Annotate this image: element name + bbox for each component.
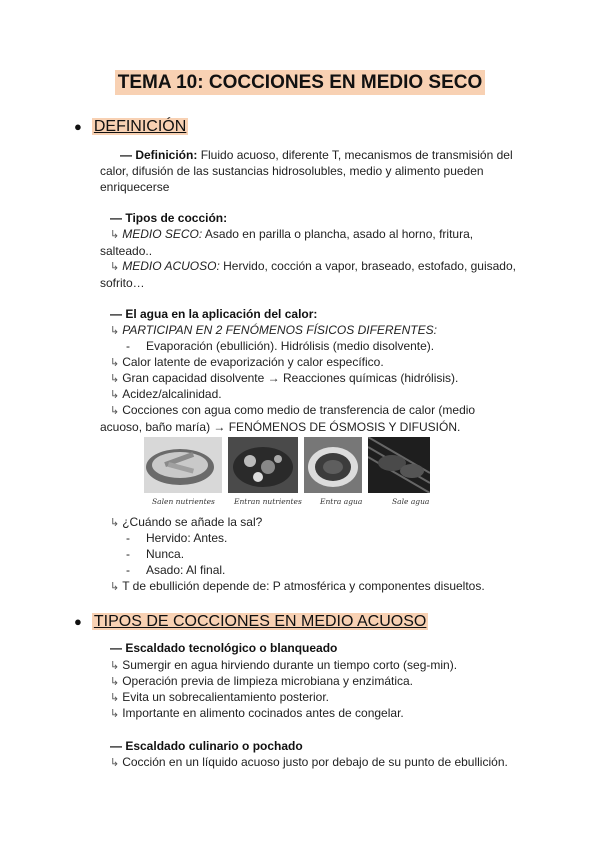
return-arrow-icon: ↳ [110, 517, 120, 529]
agua-label: — El agua en la aplicación del calor: [110, 307, 318, 321]
return-arrow-icon: ↳ [110, 325, 120, 337]
photo-caption: Salen nutrientes [152, 497, 215, 506]
return-arrow-icon: ↳ [110, 660, 120, 672]
escaldado-item: ↳ Operación previa de limpieza microbiana y enzimática. [110, 674, 414, 688]
return-arrow-icon: ↳ [110, 708, 120, 720]
return-arrow-icon: ↳ [110, 229, 120, 241]
return-arrow-icon: ↳ [110, 373, 120, 385]
photo-caption: Entran nutrientes [234, 497, 302, 506]
agua-item: ↳ Calor latente de evaporización y calor específico. [110, 355, 384, 369]
photo-caption: Sale agua [392, 497, 430, 506]
return-arrow-icon: ↳ [110, 757, 120, 769]
tipo-item: ↳ MEDIO ACUOSO: Hervido, cocción a vapor, braseado, estofado, guisado, sofrito… [100, 259, 516, 290]
return-arrow-icon: ↳ [110, 405, 120, 417]
return-arrow-icon: ↳ [110, 261, 120, 273]
sal-answer: - Hervido: Antes. [126, 531, 228, 545]
escaldado-tecnologico-label: — Escaldado tecnológico o blanqueado [110, 641, 338, 655]
agua-item: ↳ Cocciones con agua como medio de transferencia de calor (medio acuoso, baño maría) → FENÓMENOS DE ÓSMOSIS Y DIFUSIÓN. [100, 403, 476, 434]
sal-question: ↳ ¿Cuándo se añade la sal? [110, 515, 263, 529]
photo-boiling-pot [144, 437, 222, 493]
sal-answer: - Asado: Al final. [126, 563, 226, 577]
return-arrow-icon: ↳ [110, 389, 120, 401]
cooking-photos [144, 437, 430, 493]
section-heading-tipos-cocciones: ● TIPOS DE COCCIONES EN MEDIO ACUOSO [74, 613, 427, 630]
photo-caption: Entra agua [320, 497, 363, 506]
escaldado-item: ↳ Cocción en un líquido acuoso justo por debajo de su punto de ebullición. [110, 755, 508, 769]
escaldado-culinario-label: — Escaldado culinario o pochado [110, 739, 303, 753]
page-title: TEMA 10: COCCIONES EN MEDIO SECO [0, 72, 600, 94]
definition-paragraph: — Definición: Fluido acuoso, diferente T, mecanismos de transmisión del calor, difusión de las sustancias hidrosolubles, medio y alimento pueden enriquecerse [100, 148, 513, 194]
tipo-item: ↳ MEDIO SECO: Asado en parilla o plancha, asado al horno, fritura, salteado.. [100, 227, 474, 258]
tipos-label: — Tipos de cocción: [110, 211, 228, 225]
return-arrow-icon: ↳ [110, 357, 120, 369]
return-arrow-icon: ↳ [110, 692, 120, 704]
agua-item: ↳ Acidez/alcalinidad. [110, 387, 222, 401]
return-arrow-icon: ↳ [110, 581, 120, 593]
photo-grill [368, 437, 430, 493]
photo-pot-ingredients [228, 437, 298, 493]
section-heading-definicion: ● DEFINICIÓN [74, 118, 187, 135]
escaldado-item: ↳ Sumergir en agua hirviendo durante un tiempo corto (seg-min). [110, 658, 458, 672]
sal-answer: - Nunca. [126, 547, 185, 561]
return-arrow-icon: ↳ [110, 676, 120, 688]
photo-rice-pan [304, 437, 362, 493]
escaldado-item: ↳ Evita un sobrecalientamiento posterior. [110, 690, 330, 704]
agua-item: ↳ Gran capacidad disolvente → Reacciones químicas (hidrólisis). [110, 371, 459, 385]
escaldado-item: ↳ Importante en alimento cocinados antes de congelar. [110, 706, 404, 720]
agua-item: ↳ PARTICIPAN EN 2 FENÓMENOS FÍSICOS DIFERENTES: [110, 323, 437, 337]
agua-subitem: - Evaporación (ebullición). Hidrólisis (medio disolvente). [126, 339, 435, 353]
ebullicion-item: ↳ T de ebullición depende de: P atmosférica y componentes disueltos. [110, 579, 485, 593]
